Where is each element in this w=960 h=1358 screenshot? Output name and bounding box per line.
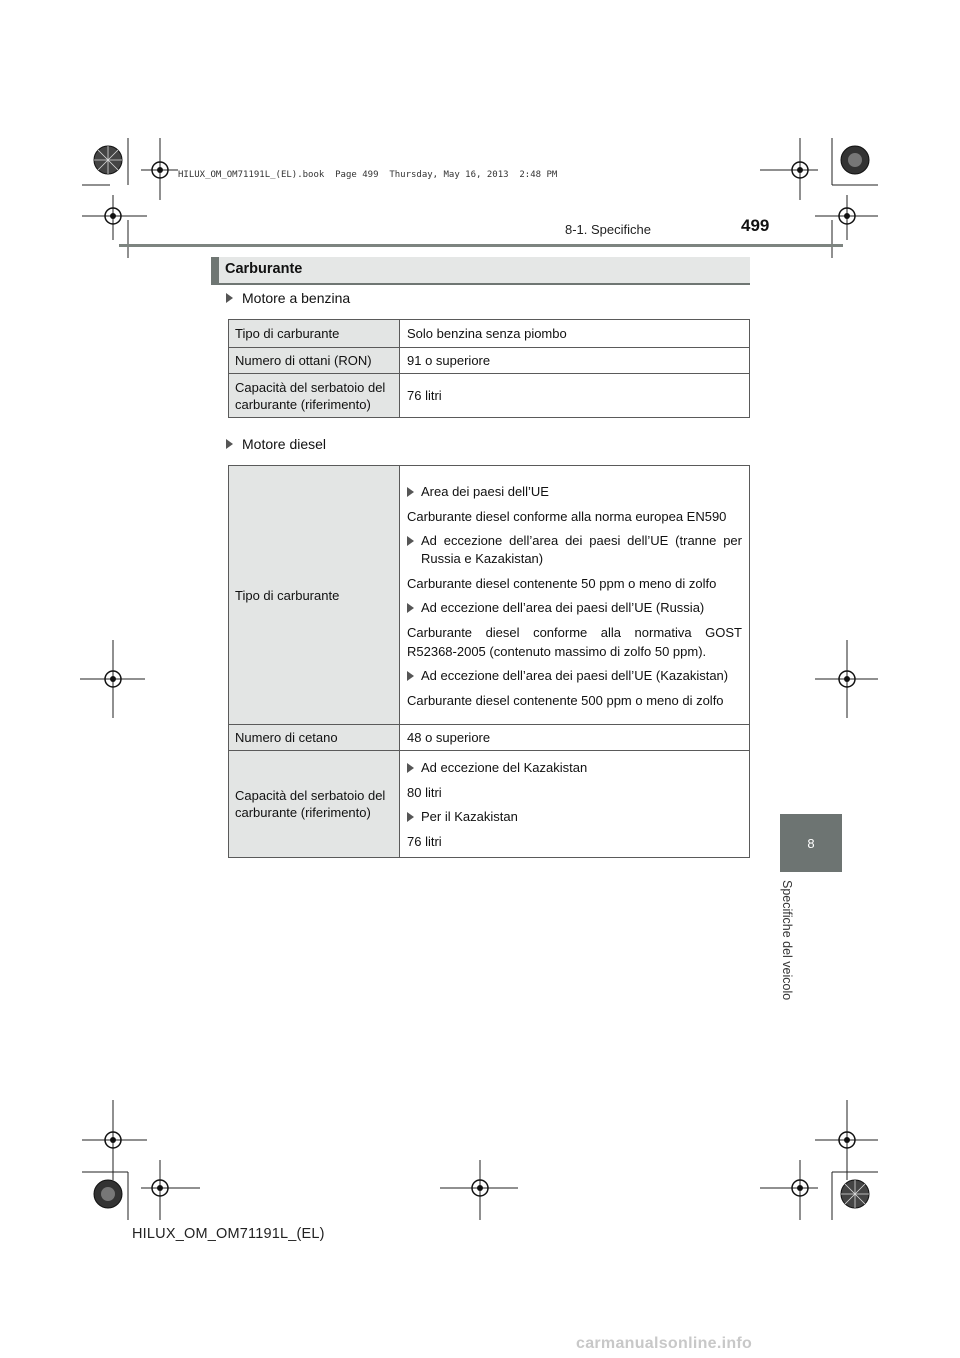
triangle-bullet-icon [407, 487, 414, 497]
table-key: Numero di ottani (RON) [229, 348, 400, 374]
option-heading: Per il Kazakistan [407, 808, 742, 826]
table-key: Numero di cetano [229, 725, 400, 751]
triangle-bullet-icon [226, 439, 233, 449]
table-key: Tipo di carburante [229, 320, 400, 348]
option-text: Carburante diesel contenente 500 ppm o meno di zolfo [407, 692, 724, 708]
table-value: 48 o superiore [400, 725, 750, 751]
option-text: Carburante diesel contenente 50 ppm o meno di zolfo [407, 575, 717, 591]
table-key: Tipo di carburante [229, 466, 400, 725]
diesel-heading [226, 436, 326, 452]
option-text: Carburante diesel conforme alla norma europea EN590 [407, 508, 727, 524]
table-key-line: Capacità del serbatoio del [235, 788, 386, 803]
table-key [229, 751, 400, 858]
option-heading: Ad eccezione dell’area dei paesi dell’UE (Kazakistan) [407, 667, 742, 685]
option-heading: Area dei paesi dell’UE [407, 483, 742, 501]
triangle-bullet-icon [407, 763, 414, 773]
triangle-bullet-icon [407, 671, 414, 681]
table-key [229, 374, 400, 418]
diesel-heading-text: Motore diesel [242, 436, 327, 452]
chapter-tab [780, 814, 842, 872]
table-key-line: carburante (riferimento) [235, 805, 371, 820]
section-accent [211, 257, 219, 285]
chapter-side-label [779, 880, 809, 1010]
option-heading: Ad eccezione dell’area dei paesi dell’UE (tranne per Russia e Kazakistan) [407, 532, 742, 568]
chapter-number: 8 [807, 835, 815, 851]
table-row [229, 466, 750, 725]
petrol-spec-table [228, 319, 750, 418]
watermark: carmanualsonline.info [576, 1335, 753, 1352]
running-header-section: 8-1. Specifiche [565, 222, 651, 237]
header-rule [119, 244, 843, 247]
section-title: Carburante [225, 261, 303, 277]
table-row [229, 348, 750, 374]
option-text: 80 litri [407, 785, 442, 800]
table-value [400, 751, 750, 858]
table-key-line: carburante (riferimento) [235, 396, 371, 412]
option-heading: Ad eccezione del Kazakistan [407, 759, 742, 777]
print-info-line: HILUX_OM_OM71191L_(EL).book Page 499 Thursday, May 16, 2013 2:48 PM [178, 170, 558, 180]
table-value [400, 466, 750, 725]
option-text: 76 litri [407, 834, 442, 849]
option-heading: Ad eccezione dell’area dei paesi dell’UE (Russia) [407, 599, 742, 617]
table-row [229, 320, 750, 348]
document-code: HILUX_OM_OM71191L_(EL) [132, 1226, 325, 1242]
table-row [229, 751, 750, 858]
table-value: 76 litri [400, 374, 750, 418]
table-value: 91 o superiore [400, 348, 750, 374]
section-heading-bar [211, 257, 750, 285]
table-key-line: Capacità del serbatoio del [235, 379, 386, 395]
triangle-bullet-icon [226, 293, 233, 303]
petrol-heading [226, 290, 350, 306]
option-text: Carburante diesel conforme alla normativa GOST R52368-2005 (contenuto massimo di zolfo 50 ppm). [407, 624, 742, 659]
triangle-bullet-icon [407, 812, 414, 822]
page-number: 499 [741, 216, 770, 235]
petrol-heading-text: Motore a benzina [242, 290, 351, 306]
table-row [229, 374, 750, 418]
chapter-label-text: Specifiche del veicolo [780, 880, 794, 1001]
triangle-bullet-icon [407, 536, 414, 546]
diesel-spec-table [228, 465, 750, 858]
table-row [229, 725, 750, 751]
table-value: Solo benzina senza piombo [400, 320, 750, 348]
triangle-bullet-icon [407, 603, 414, 613]
